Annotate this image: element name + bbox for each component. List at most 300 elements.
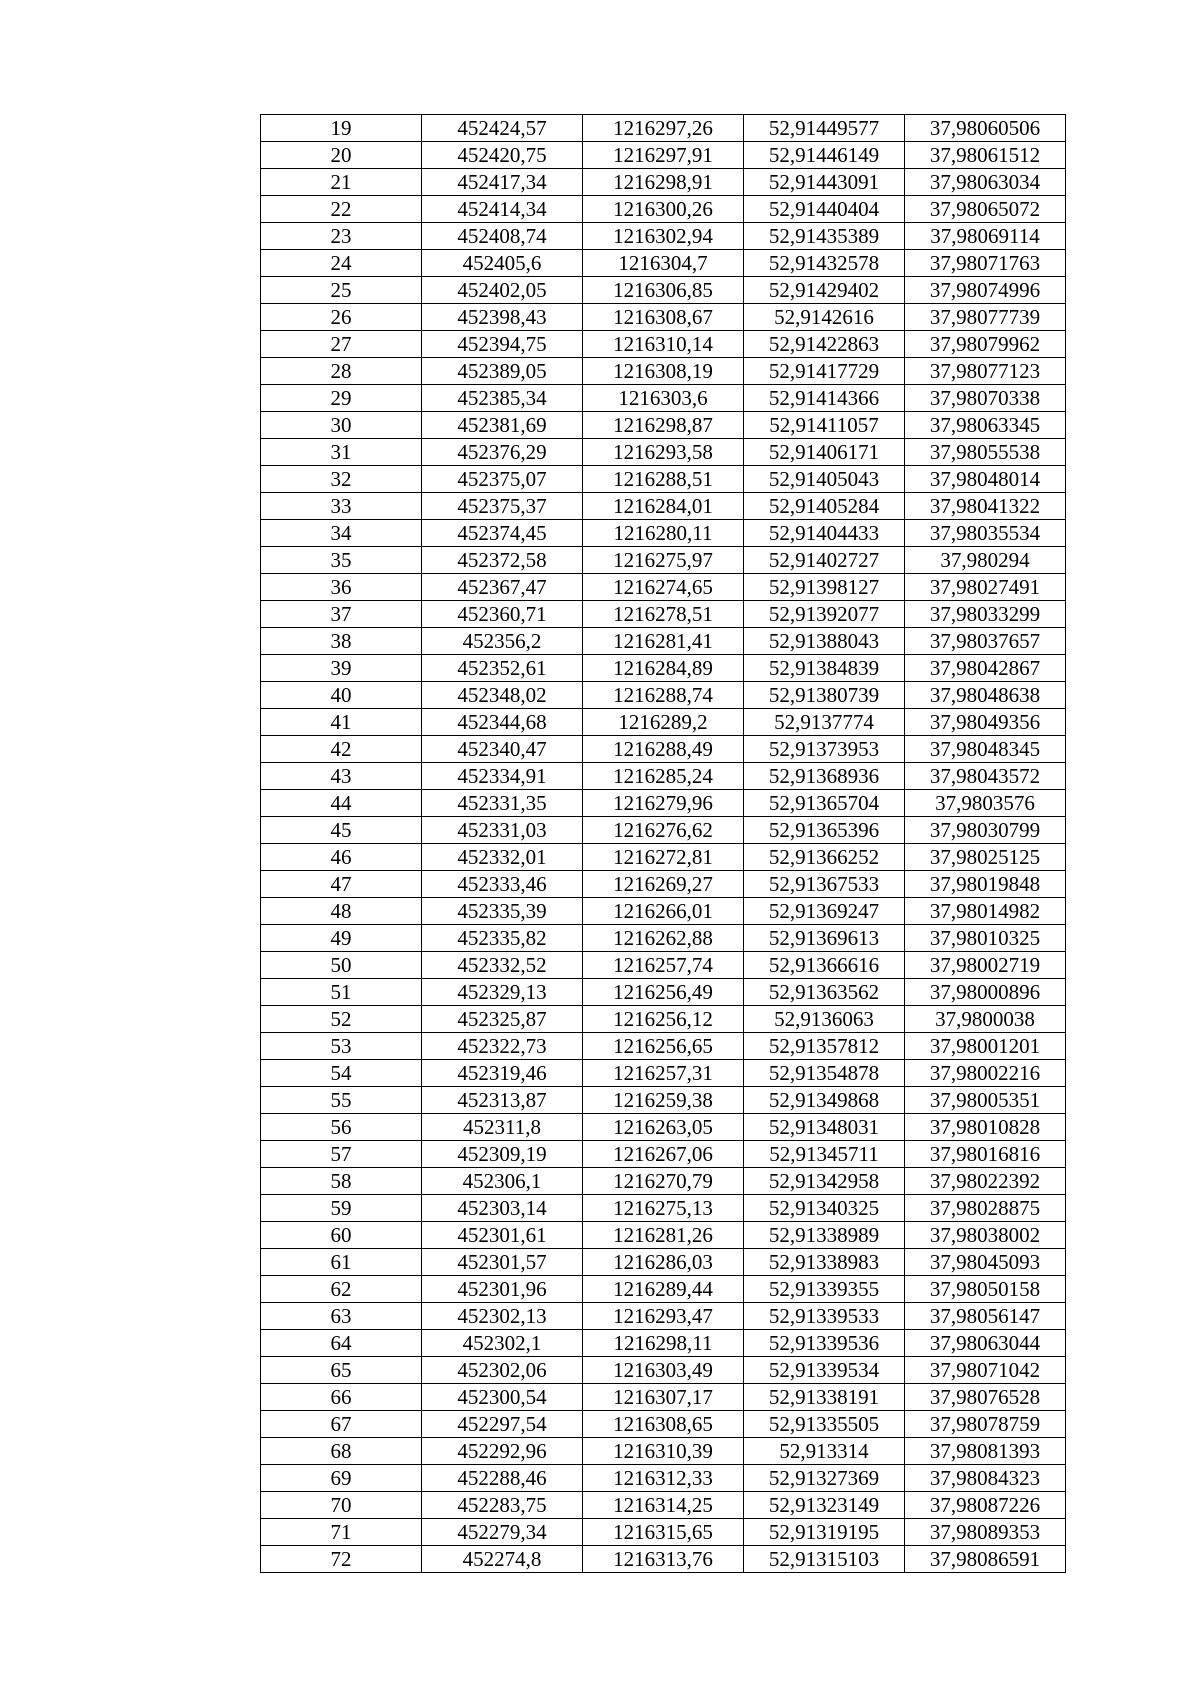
longitude-cell: 37,98089353 bbox=[905, 1519, 1066, 1546]
y-coordinate-cell: 1216257,31 bbox=[583, 1060, 744, 1087]
x-coordinate-cell: 452372,58 bbox=[422, 547, 583, 574]
table-row bbox=[261, 817, 1066, 844]
table-row bbox=[261, 1276, 1066, 1303]
y-coordinate-cell: 1216315,65 bbox=[583, 1519, 744, 1546]
x-coordinate-cell: 452348,02 bbox=[422, 682, 583, 709]
table-row bbox=[261, 547, 1066, 574]
point-number-cell: 28 bbox=[261, 358, 422, 385]
point-number-cell: 22 bbox=[261, 196, 422, 223]
latitude-cell: 52,91417729 bbox=[744, 358, 905, 385]
y-coordinate-cell: 1216307,17 bbox=[583, 1384, 744, 1411]
table-row bbox=[261, 1141, 1066, 1168]
longitude-cell: 37,98056147 bbox=[905, 1303, 1066, 1330]
y-coordinate-cell: 1216304,7 bbox=[583, 250, 744, 277]
x-coordinate-cell: 452414,34 bbox=[422, 196, 583, 223]
point-number-cell: 60 bbox=[261, 1222, 422, 1249]
table-row bbox=[261, 142, 1066, 169]
x-coordinate-cell: 452274,8 bbox=[422, 1546, 583, 1573]
latitude-cell: 52,91339355 bbox=[744, 1276, 905, 1303]
x-coordinate-cell: 452424,57 bbox=[422, 115, 583, 142]
y-coordinate-cell: 1216266,01 bbox=[583, 898, 744, 925]
y-coordinate-cell: 1216297,26 bbox=[583, 115, 744, 142]
latitude-cell: 52,91402727 bbox=[744, 547, 905, 574]
x-coordinate-cell: 452306,1 bbox=[422, 1168, 583, 1195]
y-coordinate-cell: 1216310,39 bbox=[583, 1438, 744, 1465]
point-number-cell: 40 bbox=[261, 682, 422, 709]
latitude-cell: 52,91366616 bbox=[744, 952, 905, 979]
y-coordinate-cell: 1216285,24 bbox=[583, 763, 744, 790]
y-coordinate-cell: 1216256,12 bbox=[583, 1006, 744, 1033]
latitude-cell: 52,91339534 bbox=[744, 1357, 905, 1384]
x-coordinate-cell: 452297,54 bbox=[422, 1411, 583, 1438]
y-coordinate-cell: 1216288,49 bbox=[583, 736, 744, 763]
point-number-cell: 51 bbox=[261, 979, 422, 1006]
y-coordinate-cell: 1216289,2 bbox=[583, 709, 744, 736]
table-row bbox=[261, 1411, 1066, 1438]
point-number-cell: 49 bbox=[261, 925, 422, 952]
y-coordinate-cell: 1216256,49 bbox=[583, 979, 744, 1006]
y-coordinate-cell: 1216269,27 bbox=[583, 871, 744, 898]
point-number-cell: 36 bbox=[261, 574, 422, 601]
x-coordinate-cell: 452375,07 bbox=[422, 466, 583, 493]
longitude-cell: 37,98070338 bbox=[905, 385, 1066, 412]
y-coordinate-cell: 1216270,79 bbox=[583, 1168, 744, 1195]
point-number-cell: 46 bbox=[261, 844, 422, 871]
table-row bbox=[261, 385, 1066, 412]
point-number-cell: 56 bbox=[261, 1114, 422, 1141]
y-coordinate-cell: 1216284,01 bbox=[583, 493, 744, 520]
latitude-cell: 52,91369613 bbox=[744, 925, 905, 952]
table-row bbox=[261, 790, 1066, 817]
x-coordinate-cell: 452405,6 bbox=[422, 250, 583, 277]
table-row bbox=[261, 331, 1066, 358]
point-number-cell: 30 bbox=[261, 412, 422, 439]
point-number-cell: 29 bbox=[261, 385, 422, 412]
longitude-cell: 37,98076528 bbox=[905, 1384, 1066, 1411]
y-coordinate-cell: 1216314,25 bbox=[583, 1492, 744, 1519]
table-row bbox=[261, 952, 1066, 979]
point-number-cell: 35 bbox=[261, 547, 422, 574]
longitude-cell: 37,98063044 bbox=[905, 1330, 1066, 1357]
y-coordinate-cell: 1216308,65 bbox=[583, 1411, 744, 1438]
y-coordinate-cell: 1216312,33 bbox=[583, 1465, 744, 1492]
point-number-cell: 47 bbox=[261, 871, 422, 898]
latitude-cell: 52,91338191 bbox=[744, 1384, 905, 1411]
point-number-cell: 58 bbox=[261, 1168, 422, 1195]
longitude-cell: 37,98002719 bbox=[905, 952, 1066, 979]
latitude-cell: 52,913314 bbox=[744, 1438, 905, 1465]
point-number-cell: 25 bbox=[261, 277, 422, 304]
x-coordinate-cell: 452375,37 bbox=[422, 493, 583, 520]
x-coordinate-cell: 452302,06 bbox=[422, 1357, 583, 1384]
longitude-cell: 37,98038002 bbox=[905, 1222, 1066, 1249]
y-coordinate-cell: 1216303,49 bbox=[583, 1357, 744, 1384]
coordinates-table bbox=[260, 114, 1066, 1573]
table-row bbox=[261, 898, 1066, 925]
point-number-cell: 26 bbox=[261, 304, 422, 331]
latitude-cell: 52,9137774 bbox=[744, 709, 905, 736]
x-coordinate-cell: 452360,71 bbox=[422, 601, 583, 628]
y-coordinate-cell: 1216298,11 bbox=[583, 1330, 744, 1357]
longitude-cell: 37,98071763 bbox=[905, 250, 1066, 277]
table-row bbox=[261, 1546, 1066, 1573]
longitude-cell: 37,98030799 bbox=[905, 817, 1066, 844]
longitude-cell: 37,98025125 bbox=[905, 844, 1066, 871]
latitude-cell: 52,91440404 bbox=[744, 196, 905, 223]
x-coordinate-cell: 452381,69 bbox=[422, 412, 583, 439]
table-row bbox=[261, 682, 1066, 709]
longitude-cell: 37,98048345 bbox=[905, 736, 1066, 763]
y-coordinate-cell: 1216289,44 bbox=[583, 1276, 744, 1303]
latitude-cell: 52,91365396 bbox=[744, 817, 905, 844]
latitude-cell: 52,91411057 bbox=[744, 412, 905, 439]
x-coordinate-cell: 452389,05 bbox=[422, 358, 583, 385]
latitude-cell: 52,91367533 bbox=[744, 871, 905, 898]
table-row bbox=[261, 223, 1066, 250]
point-number-cell: 54 bbox=[261, 1060, 422, 1087]
table-row bbox=[261, 1357, 1066, 1384]
x-coordinate-cell: 452334,91 bbox=[422, 763, 583, 790]
x-coordinate-cell: 452394,75 bbox=[422, 331, 583, 358]
table-row bbox=[261, 1222, 1066, 1249]
table-row bbox=[261, 1519, 1066, 1546]
y-coordinate-cell: 1216278,51 bbox=[583, 601, 744, 628]
longitude-cell: 37,98079962 bbox=[905, 331, 1066, 358]
x-coordinate-cell: 452331,35 bbox=[422, 790, 583, 817]
latitude-cell: 52,91380739 bbox=[744, 682, 905, 709]
longitude-cell: 37,98087226 bbox=[905, 1492, 1066, 1519]
table-row bbox=[261, 1384, 1066, 1411]
table-row bbox=[261, 358, 1066, 385]
latitude-cell: 52,91338983 bbox=[744, 1249, 905, 1276]
point-number-cell: 38 bbox=[261, 628, 422, 655]
table-row bbox=[261, 844, 1066, 871]
latitude-cell: 52,91345711 bbox=[744, 1141, 905, 1168]
y-coordinate-cell: 1216263,05 bbox=[583, 1114, 744, 1141]
x-coordinate-cell: 452301,61 bbox=[422, 1222, 583, 1249]
latitude-cell: 52,91339536 bbox=[744, 1330, 905, 1357]
latitude-cell: 52,91327369 bbox=[744, 1465, 905, 1492]
table-row bbox=[261, 277, 1066, 304]
longitude-cell: 37,98042867 bbox=[905, 655, 1066, 682]
y-coordinate-cell: 1216303,6 bbox=[583, 385, 744, 412]
point-number-cell: 68 bbox=[261, 1438, 422, 1465]
table-row bbox=[261, 1303, 1066, 1330]
latitude-cell: 52,91319195 bbox=[744, 1519, 905, 1546]
point-number-cell: 19 bbox=[261, 115, 422, 142]
latitude-cell: 52,91435389 bbox=[744, 223, 905, 250]
longitude-cell: 37,98055538 bbox=[905, 439, 1066, 466]
latitude-cell: 52,91354878 bbox=[744, 1060, 905, 1087]
y-coordinate-cell: 1216310,14 bbox=[583, 331, 744, 358]
table-row bbox=[261, 1114, 1066, 1141]
point-number-cell: 45 bbox=[261, 817, 422, 844]
x-coordinate-cell: 452319,46 bbox=[422, 1060, 583, 1087]
longitude-cell: 37,98077123 bbox=[905, 358, 1066, 385]
x-coordinate-cell: 452279,34 bbox=[422, 1519, 583, 1546]
longitude-cell: 37,98084323 bbox=[905, 1465, 1066, 1492]
table-row bbox=[261, 628, 1066, 655]
point-number-cell: 39 bbox=[261, 655, 422, 682]
table-row bbox=[261, 1006, 1066, 1033]
x-coordinate-cell: 452335,39 bbox=[422, 898, 583, 925]
longitude-cell: 37,98069114 bbox=[905, 223, 1066, 250]
latitude-cell: 52,91429402 bbox=[744, 277, 905, 304]
y-coordinate-cell: 1216288,74 bbox=[583, 682, 744, 709]
point-number-cell: 64 bbox=[261, 1330, 422, 1357]
point-number-cell: 62 bbox=[261, 1276, 422, 1303]
x-coordinate-cell: 452376,29 bbox=[422, 439, 583, 466]
table-row bbox=[261, 1195, 1066, 1222]
point-number-cell: 59 bbox=[261, 1195, 422, 1222]
longitude-cell: 37,98001201 bbox=[905, 1033, 1066, 1060]
table-row bbox=[261, 196, 1066, 223]
table-row bbox=[261, 655, 1066, 682]
y-coordinate-cell: 1216256,65 bbox=[583, 1033, 744, 1060]
x-coordinate-cell: 452311,8 bbox=[422, 1114, 583, 1141]
x-coordinate-cell: 452301,57 bbox=[422, 1249, 583, 1276]
longitude-cell: 37,98010828 bbox=[905, 1114, 1066, 1141]
point-number-cell: 61 bbox=[261, 1249, 422, 1276]
point-number-cell: 72 bbox=[261, 1546, 422, 1573]
x-coordinate-cell: 452398,43 bbox=[422, 304, 583, 331]
y-coordinate-cell: 1216275,97 bbox=[583, 547, 744, 574]
latitude-cell: 52,91414366 bbox=[744, 385, 905, 412]
point-number-cell: 71 bbox=[261, 1519, 422, 1546]
latitude-cell: 52,9136063 bbox=[744, 1006, 905, 1033]
y-coordinate-cell: 1216274,65 bbox=[583, 574, 744, 601]
latitude-cell: 52,91323149 bbox=[744, 1492, 905, 1519]
latitude-cell: 52,91315103 bbox=[744, 1546, 905, 1573]
longitude-cell: 37,98065072 bbox=[905, 196, 1066, 223]
point-number-cell: 52 bbox=[261, 1006, 422, 1033]
longitude-cell: 37,98035534 bbox=[905, 520, 1066, 547]
table-row bbox=[261, 412, 1066, 439]
longitude-cell: 37,98049356 bbox=[905, 709, 1066, 736]
latitude-cell: 52,91449577 bbox=[744, 115, 905, 142]
point-number-cell: 31 bbox=[261, 439, 422, 466]
y-coordinate-cell: 1216262,88 bbox=[583, 925, 744, 952]
longitude-cell: 37,98014982 bbox=[905, 898, 1066, 925]
y-coordinate-cell: 1216298,91 bbox=[583, 169, 744, 196]
point-number-cell: 32 bbox=[261, 466, 422, 493]
latitude-cell: 52,91363562 bbox=[744, 979, 905, 1006]
longitude-cell: 37,98050158 bbox=[905, 1276, 1066, 1303]
longitude-cell: 37,98027491 bbox=[905, 574, 1066, 601]
x-coordinate-cell: 452292,96 bbox=[422, 1438, 583, 1465]
table-row bbox=[261, 520, 1066, 547]
longitude-cell: 37,98063345 bbox=[905, 412, 1066, 439]
table-row bbox=[261, 1033, 1066, 1060]
x-coordinate-cell: 452344,68 bbox=[422, 709, 583, 736]
longitude-cell: 37,98078759 bbox=[905, 1411, 1066, 1438]
y-coordinate-cell: 1216286,03 bbox=[583, 1249, 744, 1276]
latitude-cell: 52,91340325 bbox=[744, 1195, 905, 1222]
point-number-cell: 50 bbox=[261, 952, 422, 979]
table-row bbox=[261, 1249, 1066, 1276]
table-row bbox=[261, 1168, 1066, 1195]
longitude-cell: 37,98077739 bbox=[905, 304, 1066, 331]
point-number-cell: 27 bbox=[261, 331, 422, 358]
x-coordinate-cell: 452333,46 bbox=[422, 871, 583, 898]
x-coordinate-cell: 452385,34 bbox=[422, 385, 583, 412]
latitude-cell: 52,91432578 bbox=[744, 250, 905, 277]
latitude-cell: 52,91406171 bbox=[744, 439, 905, 466]
y-coordinate-cell: 1216293,47 bbox=[583, 1303, 744, 1330]
longitude-cell: 37,98081393 bbox=[905, 1438, 1066, 1465]
x-coordinate-cell: 452329,13 bbox=[422, 979, 583, 1006]
longitude-cell: 37,98000896 bbox=[905, 979, 1066, 1006]
x-coordinate-cell: 452335,82 bbox=[422, 925, 583, 952]
x-coordinate-cell: 452402,05 bbox=[422, 277, 583, 304]
y-coordinate-cell: 1216275,13 bbox=[583, 1195, 744, 1222]
latitude-cell: 52,91365704 bbox=[744, 790, 905, 817]
x-coordinate-cell: 452309,19 bbox=[422, 1141, 583, 1168]
latitude-cell: 52,91369247 bbox=[744, 898, 905, 925]
y-coordinate-cell: 1216257,74 bbox=[583, 952, 744, 979]
longitude-cell: 37,98002216 bbox=[905, 1060, 1066, 1087]
y-coordinate-cell: 1216288,51 bbox=[583, 466, 744, 493]
table-row bbox=[261, 466, 1066, 493]
y-coordinate-cell: 1216272,81 bbox=[583, 844, 744, 871]
table-row bbox=[261, 1330, 1066, 1357]
point-number-cell: 69 bbox=[261, 1465, 422, 1492]
point-number-cell: 21 bbox=[261, 169, 422, 196]
point-number-cell: 24 bbox=[261, 250, 422, 277]
latitude-cell: 52,91443091 bbox=[744, 169, 905, 196]
longitude-cell: 37,98045093 bbox=[905, 1249, 1066, 1276]
point-number-cell: 66 bbox=[261, 1384, 422, 1411]
latitude-cell: 52,91373953 bbox=[744, 736, 905, 763]
latitude-cell: 52,91405284 bbox=[744, 493, 905, 520]
coordinates-table-body bbox=[261, 115, 1066, 1573]
x-coordinate-cell: 452340,47 bbox=[422, 736, 583, 763]
longitude-cell: 37,98019848 bbox=[905, 871, 1066, 898]
latitude-cell: 52,9142616 bbox=[744, 304, 905, 331]
longitude-cell: 37,9803576 bbox=[905, 790, 1066, 817]
latitude-cell: 52,91388043 bbox=[744, 628, 905, 655]
table-row bbox=[261, 493, 1066, 520]
x-coordinate-cell: 452302,13 bbox=[422, 1303, 583, 1330]
x-coordinate-cell: 452288,46 bbox=[422, 1465, 583, 1492]
point-number-cell: 67 bbox=[261, 1411, 422, 1438]
x-coordinate-cell: 452331,03 bbox=[422, 817, 583, 844]
longitude-cell: 37,98010325 bbox=[905, 925, 1066, 952]
longitude-cell: 37,98048638 bbox=[905, 682, 1066, 709]
y-coordinate-cell: 1216259,38 bbox=[583, 1087, 744, 1114]
table-row bbox=[261, 439, 1066, 466]
longitude-cell: 37,9800038 bbox=[905, 1006, 1066, 1033]
table-row bbox=[261, 979, 1066, 1006]
table-row bbox=[261, 304, 1066, 331]
longitude-cell: 37,98063034 bbox=[905, 169, 1066, 196]
longitude-cell: 37,98086591 bbox=[905, 1546, 1066, 1573]
point-number-cell: 63 bbox=[261, 1303, 422, 1330]
point-number-cell: 23 bbox=[261, 223, 422, 250]
point-number-cell: 55 bbox=[261, 1087, 422, 1114]
y-coordinate-cell: 1216281,26 bbox=[583, 1222, 744, 1249]
x-coordinate-cell: 452301,96 bbox=[422, 1276, 583, 1303]
x-coordinate-cell: 452300,54 bbox=[422, 1384, 583, 1411]
x-coordinate-cell: 452352,61 bbox=[422, 655, 583, 682]
table-row bbox=[261, 871, 1066, 898]
x-coordinate-cell: 452367,47 bbox=[422, 574, 583, 601]
y-coordinate-cell: 1216298,87 bbox=[583, 412, 744, 439]
x-coordinate-cell: 452417,34 bbox=[422, 169, 583, 196]
table-row bbox=[261, 1438, 1066, 1465]
longitude-cell: 37,98041322 bbox=[905, 493, 1066, 520]
longitude-cell: 37,980294 bbox=[905, 547, 1066, 574]
latitude-cell: 52,91338989 bbox=[744, 1222, 905, 1249]
point-number-cell: 53 bbox=[261, 1033, 422, 1060]
point-number-cell: 43 bbox=[261, 763, 422, 790]
latitude-cell: 52,91384839 bbox=[744, 655, 905, 682]
latitude-cell: 52,91357812 bbox=[744, 1033, 905, 1060]
x-coordinate-cell: 452322,73 bbox=[422, 1033, 583, 1060]
latitude-cell: 52,91342958 bbox=[744, 1168, 905, 1195]
longitude-cell: 37,98022392 bbox=[905, 1168, 1066, 1195]
y-coordinate-cell: 1216293,58 bbox=[583, 439, 744, 466]
longitude-cell: 37,98028875 bbox=[905, 1195, 1066, 1222]
point-number-cell: 37 bbox=[261, 601, 422, 628]
longitude-cell: 37,98061512 bbox=[905, 142, 1066, 169]
table-row bbox=[261, 763, 1066, 790]
x-coordinate-cell: 452420,75 bbox=[422, 142, 583, 169]
point-number-cell: 65 bbox=[261, 1357, 422, 1384]
table-row bbox=[261, 250, 1066, 277]
latitude-cell: 52,91398127 bbox=[744, 574, 905, 601]
x-coordinate-cell: 452303,14 bbox=[422, 1195, 583, 1222]
longitude-cell: 37,98005351 bbox=[905, 1087, 1066, 1114]
latitude-cell: 52,91349868 bbox=[744, 1087, 905, 1114]
x-coordinate-cell: 452356,2 bbox=[422, 628, 583, 655]
latitude-cell: 52,91366252 bbox=[744, 844, 905, 871]
point-number-cell: 20 bbox=[261, 142, 422, 169]
table-row bbox=[261, 1465, 1066, 1492]
longitude-cell: 37,98074996 bbox=[905, 277, 1066, 304]
y-coordinate-cell: 1216306,85 bbox=[583, 277, 744, 304]
x-coordinate-cell: 452302,1 bbox=[422, 1330, 583, 1357]
y-coordinate-cell: 1216279,96 bbox=[583, 790, 744, 817]
latitude-cell: 52,91405043 bbox=[744, 466, 905, 493]
latitude-cell: 52,91422863 bbox=[744, 331, 905, 358]
point-number-cell: 70 bbox=[261, 1492, 422, 1519]
latitude-cell: 52,91404433 bbox=[744, 520, 905, 547]
latitude-cell: 52,91348031 bbox=[744, 1114, 905, 1141]
longitude-cell: 37,98016816 bbox=[905, 1141, 1066, 1168]
table-row bbox=[261, 1087, 1066, 1114]
y-coordinate-cell: 1216308,67 bbox=[583, 304, 744, 331]
x-coordinate-cell: 452374,45 bbox=[422, 520, 583, 547]
longitude-cell: 37,98071042 bbox=[905, 1357, 1066, 1384]
table-row bbox=[261, 115, 1066, 142]
y-coordinate-cell: 1216284,89 bbox=[583, 655, 744, 682]
x-coordinate-cell: 452332,01 bbox=[422, 844, 583, 871]
x-coordinate-cell: 452325,87 bbox=[422, 1006, 583, 1033]
point-number-cell: 44 bbox=[261, 790, 422, 817]
y-coordinate-cell: 1216276,62 bbox=[583, 817, 744, 844]
longitude-cell: 37,98037657 bbox=[905, 628, 1066, 655]
longitude-cell: 37,98060506 bbox=[905, 115, 1066, 142]
y-coordinate-cell: 1216313,76 bbox=[583, 1546, 744, 1573]
x-coordinate-cell: 452408,74 bbox=[422, 223, 583, 250]
point-number-cell: 48 bbox=[261, 898, 422, 925]
point-number-cell: 41 bbox=[261, 709, 422, 736]
table-row bbox=[261, 1060, 1066, 1087]
latitude-cell: 52,91392077 bbox=[744, 601, 905, 628]
y-coordinate-cell: 1216267,06 bbox=[583, 1141, 744, 1168]
point-number-cell: 34 bbox=[261, 520, 422, 547]
